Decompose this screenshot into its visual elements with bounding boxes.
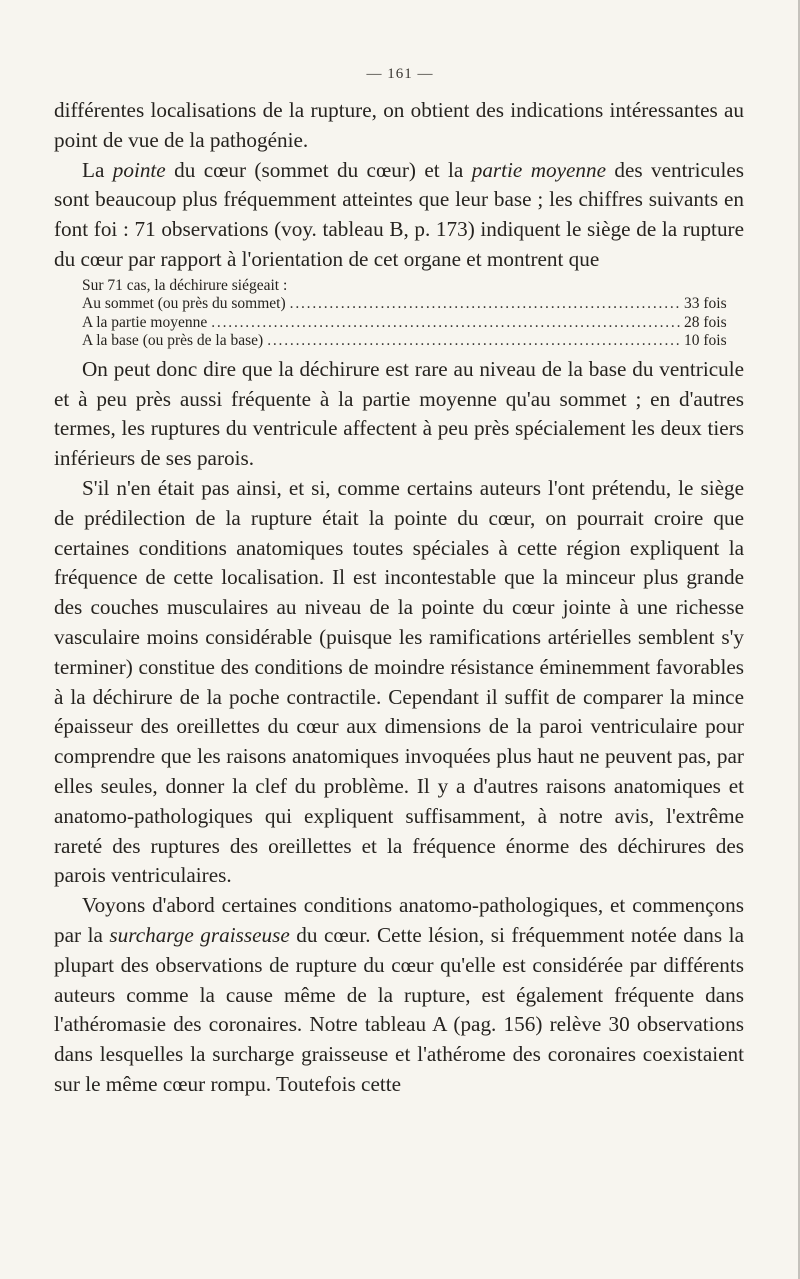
dot-leader [267,332,680,351]
paragraph-3-text: On peut donc dire que la déchirure est rare au niveau de la base du ventricule et à peu près aussi fréquente à la partie moyenne qu'au sommet ; en d'autres termes, les ruptures du ventricule affectent à peu près spécialement les deux tiers inférieurs de ses parois. [54,356,744,471]
page-number: — 161 — [366,66,434,82]
dot-leader [211,314,680,333]
statistics-row-count: 28 fois [684,313,727,331]
paragraph-2-emphasis-partie-moyenne: partie moyenne [471,157,607,182]
paragraph-5-pre: Voyons d'abord certaines conditions anatomo-pathologiques, et commençons par la [54,893,744,947]
paragraph-2-pre: La [82,157,113,182]
statistics-row-label: Au sommet (ou près du sommet) [82,295,286,313]
paragraph-1-text: différentes localisations de la rupture, on obtient des indications intéressantes au point de vue de la pathogénie. [54,98,744,152]
paragraph-2-mid: du cœur (sommet du cœur) et la [165,157,472,182]
statistics-intro: Sur 71 cas, la déchirure siégeait : [82,276,288,294]
statistics-row [54,295,744,314]
paragraph-2-emphasis-pointe: pointe [112,157,166,182]
statistics-row-count: 33 fois [684,295,727,313]
statistics-row-count: 10 fois [684,332,727,350]
paragraph-1 [54,96,744,156]
paragraph-2 [54,156,744,275]
statistics-row-label: A la base (ou près de la base) [82,332,264,350]
paragraph-5-rest: du cœur. Cette lésion, si fréquemment notée dans la plupart des observations de rupture du cœur qu'elle est considérée par différents auteurs comme la cause même de la rupture, est également fréquente dans l'athéromasie des coronaires. Notre tableau A (pag. 156) relève 30 observations dans lesquelles la surcharge graisseuse et l'athérome des coronaires coexistaient sur le même cœur rompu. Toutefois cette [54,922,744,1096]
statistics-row [54,332,744,351]
paragraph-4-text: S'il n'en était pas ainsi, et si, comme certains auteurs l'ont prétendu, le siège de prédilection de la rupture était la pointe du cœur, on pourrait croire que certaines conditions anatomiques toutes spéciales à cette région expliquent la fréquence de cette localisation. Il est incontestable que la minceur plus grande des couches musculaires au niveau de la pointe du cœur jointe à une richesse vasculaire moins considérable (puisque les ramifications artérielles semblent s'y terminer) constitue des conditions de moindre résistance éminemment favorables à la déchirure de la poche contractile. Cependant il suffit de comparer la mince épaisseur des oreillettes du cœur aux dimensions de la paroi ventriculaire pour comprendre que les raisons anatomiques invoquées plus haut ne peuvent pas, par elles seules, donner la clef du problème. Il y a d'autres raisons anatomiques et anatomo-pathologiques qui expliquent suffisamment, à notre avis, l'extrême rareté des ruptures des oreillettes et la fréquence énorme des déchirures des parois ventriculaires. [54,475,744,888]
paragraph-2-rest: des ventricules sont beaucoup plus fréquemment atteintes que leur base ; les chiffres suivants en font foi : 71 observations (voy. tableau B, p. 173) indiquent le siège de la rupture du cœur par rapport à l'orientation de cet organe et montrent que [54,157,744,271]
paragraph-5 [54,891,744,1100]
paragraph-4 [54,474,744,891]
body-text [54,96,744,1100]
statistics-row [54,314,744,333]
statistics-table [54,277,744,351]
paragraph-3 [54,355,744,474]
statistics-row-label: A la partie moyenne [82,313,208,331]
paragraph-5-emphasis-surcharge: surcharge graisseuse [109,922,290,947]
dot-leader [290,295,680,314]
